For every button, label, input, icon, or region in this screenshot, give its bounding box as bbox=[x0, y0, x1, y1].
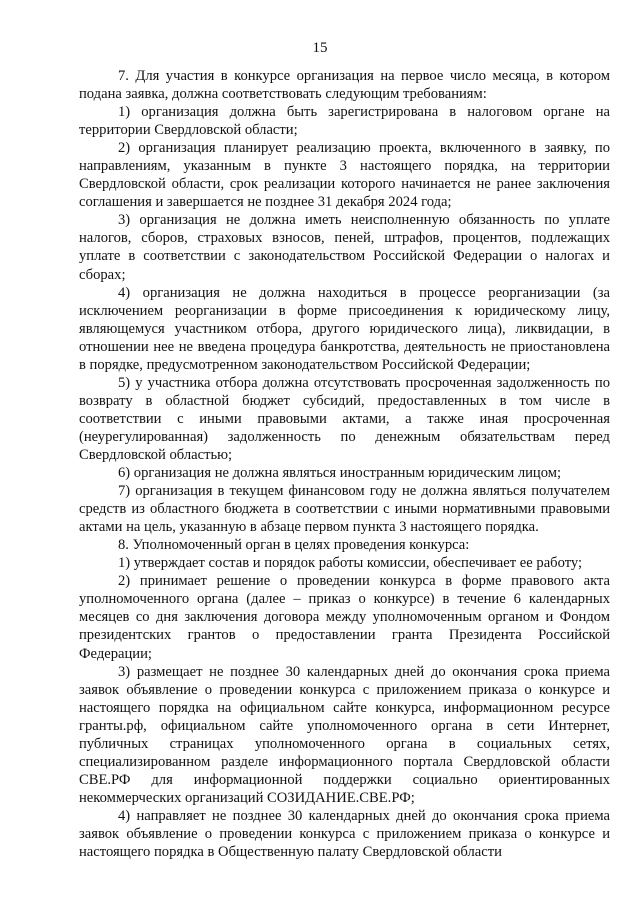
paragraph-7-6: 6) организация не должна являться иностранным юридическим лицом; bbox=[118, 465, 562, 482]
paragraph-8-4: 4) направляет не позднее 30 календарных дней до окончания срока приема заявок объявление о проведении конкурса с приложением приказа о конкурсе и настоящего порядка в Общественную палату Свердловской области bbox=[79, 807, 610, 861]
paragraph-7-5: 5) у участника отбора должна отсутствовать просроченная задолженность по возврату в областной бюджет субсидий, предоставленных в том числе в соответствии с иными правовыми актами, а также иная просроченная (неурегулированная) задолженность по денежным обязательствам перед Свердловской областью; bbox=[79, 374, 610, 463]
paragraph-8-3: 3) размещает не позднее 30 календарных дней до окончания срока приема заявок объявление о проведении конкурса с приложением приказа о конкурсе и настоящего порядка на официальном сайте конкурса, информационном ресурсе гранты.рф, официальном сайте уполномоченного органа в сети Интернет, публичных страницах уполномоченного органа в социальных сетях, специализированном разделе информационного портала Свердловской области СВЕ.РФ для информационной поддержки социально ориентированных некоммерческих организаций СОЗИДАНИЕ.СВЕ.РФ; bbox=[79, 663, 610, 806]
paragraph-7-4: 4) организация не должна находиться в процессе реорганизации (за исключением реорганизации в форме присоединения к юридическому лицу, являющемуся участником отбора, другого юридического лица), ликвидации, в отношении нее не введена процедура банкротства, деятельность не приостановлена в порядке, предусмотренном законодательством Российской Федерации; bbox=[79, 284, 610, 373]
paragraph-8-1: 1) утверждает состав и порядок работы комиссии, обеспечивает ее работу; bbox=[118, 555, 583, 572]
document-body bbox=[79, 67, 610, 861]
paragraph-7-7: 7) организация в текущем финансовом году не должна являться получателем средств из областного бюджета в соответствии с иными нормативными правовыми актами на цель, указанную в абзаце первом пункта 3 настоящего порядка. bbox=[79, 483, 610, 536]
paragraph-7: 7. Для участия в конкурсе организация на первое число месяца, в котором подана заявка, должна соответствовать следующим требованиям: bbox=[79, 68, 610, 103]
paragraph-7-3: 3) организация не должна иметь неисполненную обязанность по уплате налогов, сборов, страховых взносов, пеней, штрафов, процентов, подлежащих уплате в соответствии с законодательством Российской Федерации о налогах и сборах; bbox=[79, 212, 610, 283]
paragraph-8: 8. Уполномоченный орган в целях проведения конкурса: bbox=[118, 537, 470, 554]
paragraph-7-2: 2) организация планирует реализацию проекта, включенного в заявку, по направлениям, указанным в пункте 3 настоящего порядка, на территории Свердловской области, срок реализации которого начинается не ранее заключения соглашения и завершается не позднее 31 декабря 2024 года; bbox=[79, 140, 610, 211]
paragraph-7-1: 1) организация должна быть зарегистрирована в налоговом органе на территории Свердловской области; bbox=[79, 104, 610, 139]
page-number: 15 bbox=[312, 40, 328, 56]
paragraph-8-2: 2) принимает решение о проведении конкурса в форме правового акта уполномоченного органа (далее – приказ о конкурсе) в течение 6 календарных месяцев со дня заключения договора между уполномоченным органом и Фондом президентских грантов о предоставлении гранта Президента Российской Федерации; bbox=[79, 573, 610, 662]
